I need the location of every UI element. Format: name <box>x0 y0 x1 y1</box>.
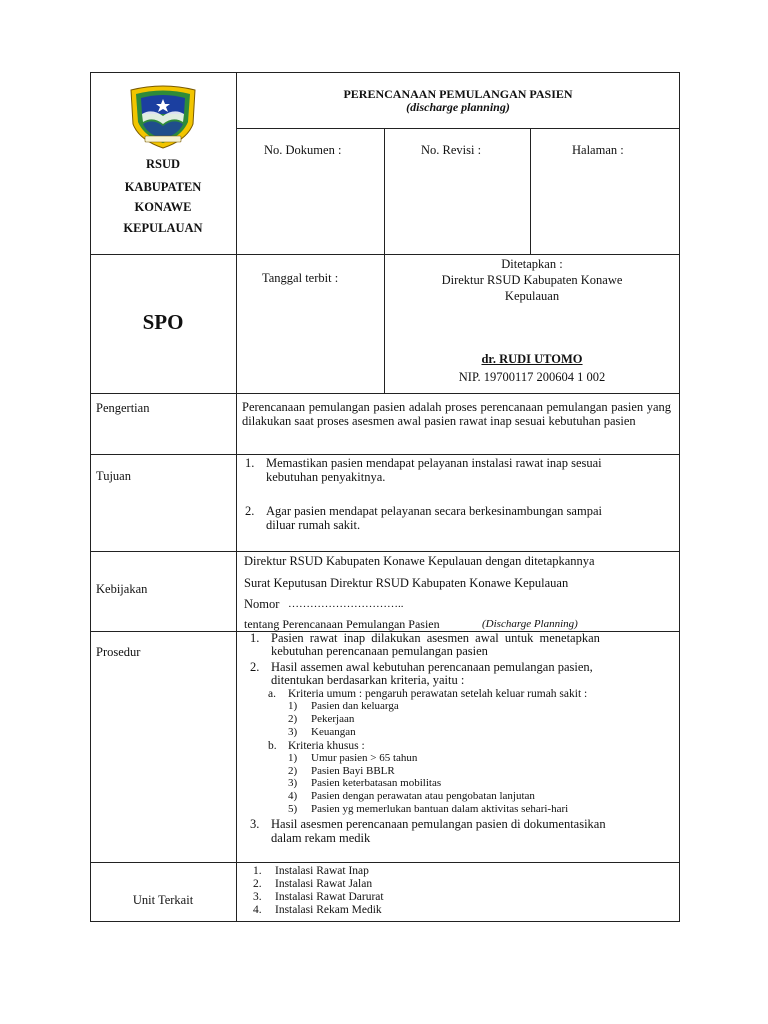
prosedur-2-line-1: Hasil assemen awal kebutuhan perencanaan pemulangan pasien, <box>271 660 593 674</box>
kriteria-a-num: a. <box>268 688 276 700</box>
prosedur-3-line-1: Hasil asesmen perencanaan pemulangan pasien di dokumentasikan <box>271 817 606 831</box>
direktur-line-2: Kepulauan <box>504 289 560 303</box>
kriteria-b-2-num: 2) <box>288 765 298 777</box>
kriteria-a-1-num: 1) <box>288 700 298 712</box>
kriteria-b-5-text: Pasien yg memerlukan bantuan dalam aktivitas sehari-hari <box>311 803 569 815</box>
tujuan-1-line-2: kebutuhan penyakitnya. <box>266 470 386 484</box>
prosedur-1-line-1: Pasien rawat inap dilakukan asesmen awal untuk menetapkan <box>271 631 600 645</box>
pengertian-label: Pengertian <box>96 401 150 415</box>
frame-top <box>90 72 680 73</box>
kriteria-b-1-num: 1) <box>288 752 298 764</box>
kebijakan-nomor-dots: ………………………….. <box>288 598 404 610</box>
prosedur-2-line-2: ditentukan berdasarkan kriteria, yaitu : <box>271 673 465 687</box>
unit-1-text: Instalasi Rawat Inap <box>275 865 369 877</box>
kebijakan-nomor-label: Nomor <box>244 597 280 611</box>
unit-2-text: Instalasi Rawat Jalan <box>275 878 373 890</box>
kebijakan-discharge-planning: (Discharge Planning) <box>482 618 578 630</box>
unit-2-num: 2. <box>253 878 262 890</box>
kriteria-a-3-num: 3) <box>288 726 298 738</box>
direktur-line-1: Direktur RSUD Kabupaten Konawe <box>441 273 623 287</box>
prosedur-1-num: 1. <box>250 631 260 645</box>
no-dokumen-label: No. Dokumen : <box>264 143 342 157</box>
ditetapkan-label: Ditetapkan : <box>501 257 563 271</box>
prosedur-2-num: 2. <box>250 660 260 674</box>
frame-bottom <box>90 921 680 922</box>
kriteria-b-5-num: 5) <box>288 803 298 815</box>
frame-right <box>679 72 680 922</box>
doc-col-divider-2 <box>530 128 531 254</box>
kriteria-b-3-num: 3) <box>288 777 298 789</box>
kebijakan-label: Kebijakan <box>96 582 148 596</box>
tujuan-2-num: 2. <box>245 504 255 518</box>
kriteria-a-text: Kriteria umum : pengaruh perawatan setelah keluar rumah sakit : <box>288 688 588 700</box>
document-title: PERENCANAAN PEMULANGAN PASIEN <box>343 87 573 101</box>
kriteria-b-num: b. <box>268 740 277 752</box>
header-bottom-divider <box>90 393 680 394</box>
hospital-name-line-3: KONAWE <box>134 200 192 214</box>
kriteria-a-1-text: Pasien dan keluarga <box>311 700 399 712</box>
kriteria-b-4-num: 4) <box>288 790 298 802</box>
prosedur-1-line-2: kebutuhan perencanaan pemulangan pasien <box>271 644 488 658</box>
unit-4-text: Instalasi Rekam Medik <box>275 904 382 916</box>
document-subtitle: (discharge planning) <box>406 100 510 114</box>
kriteria-b-4-text: Pasien dengan perawatan atau pengobatan lanjutan <box>311 790 535 802</box>
kebijakan-line-1: Direktur RSUD Kabupaten Konawe Kepulauan dengan ditetapkannya <box>244 554 595 568</box>
signer-name: dr. RUDI UTOMO <box>481 352 583 366</box>
shield-emblem-icon <box>127 84 199 150</box>
hospital-name-line-2: KABUPATEN <box>124 180 202 194</box>
hospital-name-line-1: RSUD <box>145 157 181 171</box>
row-divider-pengertian <box>90 454 680 455</box>
kriteria-b-2-text: Pasien Bayi BBLR <box>311 765 395 777</box>
hospital-name-line-4: KEPULAUAN <box>123 221 203 235</box>
kebijakan-tentang: tentang Perencanaan Pemulangan Pasien <box>244 617 440 631</box>
kebijakan-line-2: Surat Keputusan Direktur RSUD Kabupaten Konawe Kepulauan <box>244 576 569 590</box>
prosedur-label: Prosedur <box>96 645 141 659</box>
unit-1-num: 1. <box>253 865 262 877</box>
signer-nip: NIP. 19700117 200604 1 002 <box>458 370 606 384</box>
kriteria-a-2-text: Pekerjaan <box>311 713 355 725</box>
pengertian-text: Perencanaan pemulangan pasien adalah proses perencanaan pemulangan pasien yang dilakukan saat proses asesmen awal pasien rawat inap sesuai kebutuhan pasien <box>242 400 671 428</box>
regency-logo <box>127 84 199 150</box>
body-col-divider <box>236 393 237 922</box>
row-divider-tujuan <box>90 551 680 552</box>
unit-4-num: 4. <box>253 904 262 916</box>
kriteria-b-text: Kriteria khusus : <box>288 740 365 752</box>
tanggal-terbit-label: Tanggal terbit : <box>262 271 339 285</box>
prosedur-3-line-2: dalam rekam medik <box>271 831 371 845</box>
unit-terkait-label: Unit Terkait <box>132 893 194 907</box>
prosedur-3-num: 3. <box>250 817 260 831</box>
header-row-divider <box>90 254 680 255</box>
kriteria-b-3-text: Pasien keterbatasan mobilitas <box>311 777 442 789</box>
title-row-divider <box>236 128 680 129</box>
no-revisi-label: No. Revisi : <box>421 143 482 157</box>
unit-3-text: Instalasi Rawat Darurat <box>275 891 384 903</box>
kriteria-b-1-text: Umur pasien > 65 tahun <box>311 752 418 764</box>
row-divider-prosedur <box>90 862 680 863</box>
kriteria-a-2-num: 2) <box>288 713 298 725</box>
tujuan-label: Tujuan <box>96 469 131 483</box>
header-col-divider <box>236 72 237 394</box>
tujuan-1-line-1: Memastikan pasien mendapat pelayanan instalasi rawat inap sesuai <box>266 456 602 470</box>
tujuan-2-line-2: diluar rumah sakit. <box>266 518 361 532</box>
spo-label: SPO <box>142 310 184 334</box>
kriteria-a-3-text: Keuangan <box>311 726 356 738</box>
halaman-label: Halaman : <box>572 143 624 157</box>
tujuan-1-num: 1. <box>245 456 255 470</box>
unit-3-num: 3. <box>253 891 262 903</box>
tujuan-2-line-1: Agar pasien mendapat pelayanan secara berkesinambungan sampai <box>266 504 602 518</box>
